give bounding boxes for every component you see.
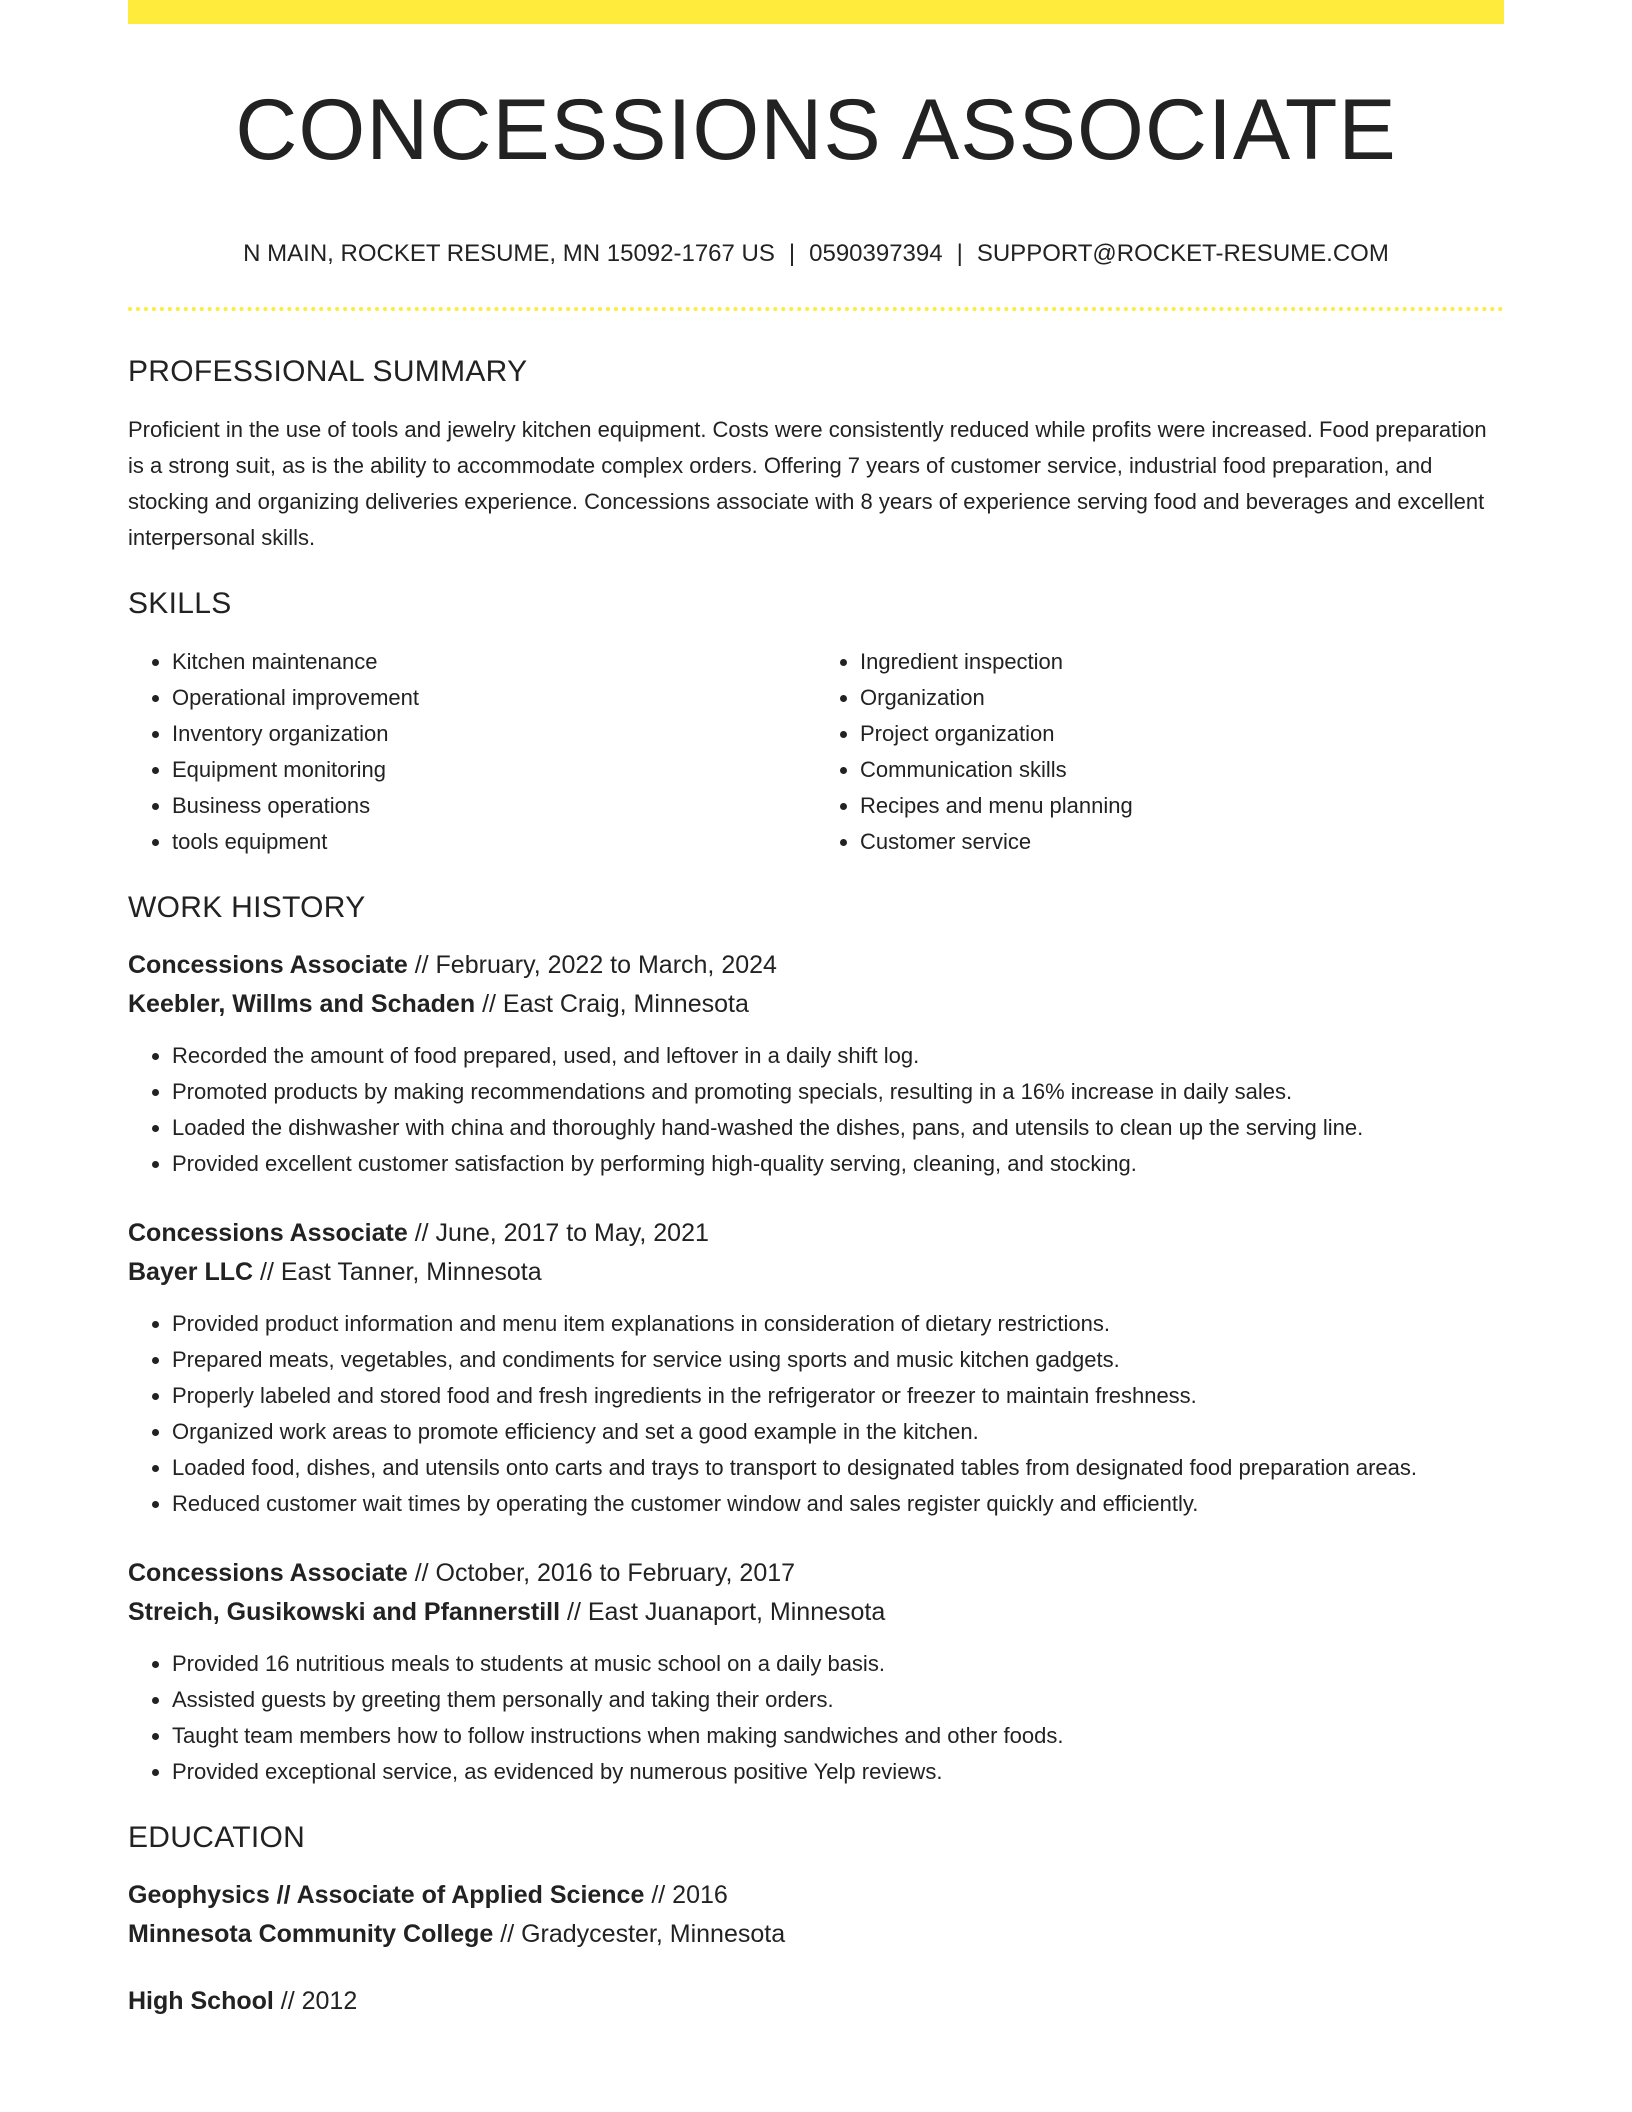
summary-heading: PROFESSIONAL SUMMARY [128, 355, 528, 388]
degree: High School [128, 1987, 274, 2015]
job-bullets [128, 1038, 1504, 1182]
degree-year: // 2012 [280, 1987, 358, 2015]
job-entry [128, 1214, 1504, 1522]
job-dates: // June, 2017 to May, 2021 [414, 1219, 709, 1247]
skill-item: • Business operations [172, 788, 816, 824]
job-company: Bayer LLC [128, 1258, 254, 1286]
job-location: // East Tanner, Minnesota [260, 1258, 542, 1286]
job-bullet: • Provided exceptional service, as evidenced by numerous positive Yelp reviews. [172, 1754, 1504, 1790]
skills-heading: SKILLS [128, 587, 232, 620]
job-dates: // October, 2016 to February, 2017 [414, 1559, 796, 1587]
education-entry [128, 1982, 1504, 2021]
degree-year: // 2016 [651, 1881, 728, 1909]
summary-section [128, 352, 1504, 556]
resume-name: CONCESSIONS ASSOCIATE [235, 82, 1397, 178]
contact-line [128, 236, 1504, 272]
job-title-line [128, 946, 1504, 985]
job-bullet: • Promoted products by making recommendations and promoting specials, resulting in a 16% increase in daily sales. [172, 1074, 1504, 1110]
job-title-line [128, 1554, 1504, 1593]
skill-item: • Organization [860, 680, 1504, 716]
skill-item: • Equipment monitoring [172, 752, 816, 788]
job-location: // East Juanaport, Minnesota [567, 1598, 886, 1626]
job-company-line [128, 1253, 1504, 1292]
degree-line [128, 1876, 1504, 1915]
job-bullet: • Provided excellent customer satisfaction by performing high-quality serving, cleaning, and stocking. [172, 1146, 1504, 1182]
work-history-section [128, 888, 1504, 1790]
job-company-line [128, 985, 1504, 1024]
skill-item: • Operational improvement [172, 680, 816, 716]
job-dates: // February, 2022 to March, 2024 [414, 951, 777, 979]
job-bullet: • Taught team members how to follow instructions when making sandwiches and other foods. [172, 1718, 1504, 1754]
skill-item: • Communication skills [860, 752, 1504, 788]
job-bullet: • Prepared meats, vegetables, and condiments for service using sports and music kitchen gadgets. [172, 1342, 1504, 1378]
skill-item: • Kitchen maintenance [172, 644, 816, 680]
education-heading: EDUCATION [128, 1821, 306, 1854]
job-bullet: • Organized work areas to promote efficiency and set a good example in the kitchen. [172, 1414, 1504, 1450]
dotted-divider [128, 307, 1504, 311]
job-bullet: • Assisted guests by greeting them personally and taking their orders. [172, 1682, 1504, 1718]
education-section [128, 1818, 1504, 2021]
job-bullet: • Recorded the amount of food prepared, used, and leftover in a daily shift log. [172, 1038, 1504, 1074]
degree-line [128, 1982, 1504, 2021]
job-bullets [128, 1646, 1504, 1790]
job-entry [128, 946, 1504, 1182]
separator: | [788, 240, 796, 267]
education-entry [128, 1876, 1504, 1954]
skills-section [128, 584, 1504, 860]
skills-left-list [128, 644, 816, 860]
skills-right-list [816, 644, 1504, 860]
degree: Geophysics // Associate of Applied Science [128, 1881, 645, 1909]
skills-columns [128, 644, 1504, 860]
job-company-line [128, 1593, 1504, 1632]
resume-content [128, 352, 1504, 2021]
skill-item: • Customer service [860, 824, 1504, 860]
job-bullet: • Loaded food, dishes, and utensils onto carts and trays to transport to designated tables from designated food preparation areas. [172, 1450, 1504, 1486]
job-company: Streich, Gusikowski and Pfannerstill [128, 1598, 561, 1626]
job-title: Concessions Associate [128, 951, 408, 979]
skill-item: • Inventory organization [172, 716, 816, 752]
job-title: Concessions Associate [128, 1559, 408, 1587]
job-bullet: • Provided 16 nutritious meals to students at music school on a daily basis. [172, 1646, 1504, 1682]
skill-item: • Ingredient inspection [860, 644, 1504, 680]
separator: | [956, 240, 963, 267]
address: N MAIN, ROCKET RESUME, MN 15092-1767 US [243, 240, 775, 267]
work-history-heading: WORK HISTORY [128, 891, 366, 924]
school: Minnesota Community College [128, 1920, 494, 1948]
top-accent-bar [128, 0, 1504, 24]
job-title-line [128, 1214, 1504, 1253]
job-title: Concessions Associate [128, 1219, 408, 1247]
summary-text: Proficient in the use of tools and jewelry kitchen equipment. Costs were consistently reduced while profits were increased. Food preparation is a strong suit, as is the ability to accommodate complex orders. Offering 7 years of customer service, industrial food preparation, and stocking and organizing deliveries experience. Concessions associate with 8 years of experience serving food and beverages and excellent interpersonal skills. [128, 417, 1487, 550]
job-bullet: • Reduced customer wait times by operating the customer window and sales register quickly and efficiently. [172, 1486, 1504, 1522]
job-bullet: • Provided product information and menu item explanations in consideration of dietary restrictions. [172, 1306, 1504, 1342]
skill-item: • Recipes and menu planning [860, 788, 1504, 824]
job-location: // East Craig, Minnesota [482, 990, 749, 1018]
skill-item: • tools equipment [172, 824, 816, 860]
job-company: Keebler, Willms and Schaden [128, 990, 476, 1018]
skill-item: • Project organization [860, 716, 1504, 752]
school-line [128, 1915, 1504, 1954]
email: SUPPORT@ROCKET-RESUME.COM [976, 240, 1389, 267]
job-bullet: • Loaded the dishwasher with china and thoroughly hand-washed the dishes, pans, and utensils to clean up the serving line. [172, 1110, 1504, 1146]
job-bullet: • Properly labeled and stored food and fresh ingredients in the refrigerator or freezer to maintain freshness. [172, 1378, 1504, 1414]
job-entry [128, 1554, 1504, 1790]
job-bullets [128, 1306, 1504, 1522]
school-location: // Gradycester, Minnesota [500, 1920, 786, 1948]
phone: 0590397394 [809, 240, 943, 267]
